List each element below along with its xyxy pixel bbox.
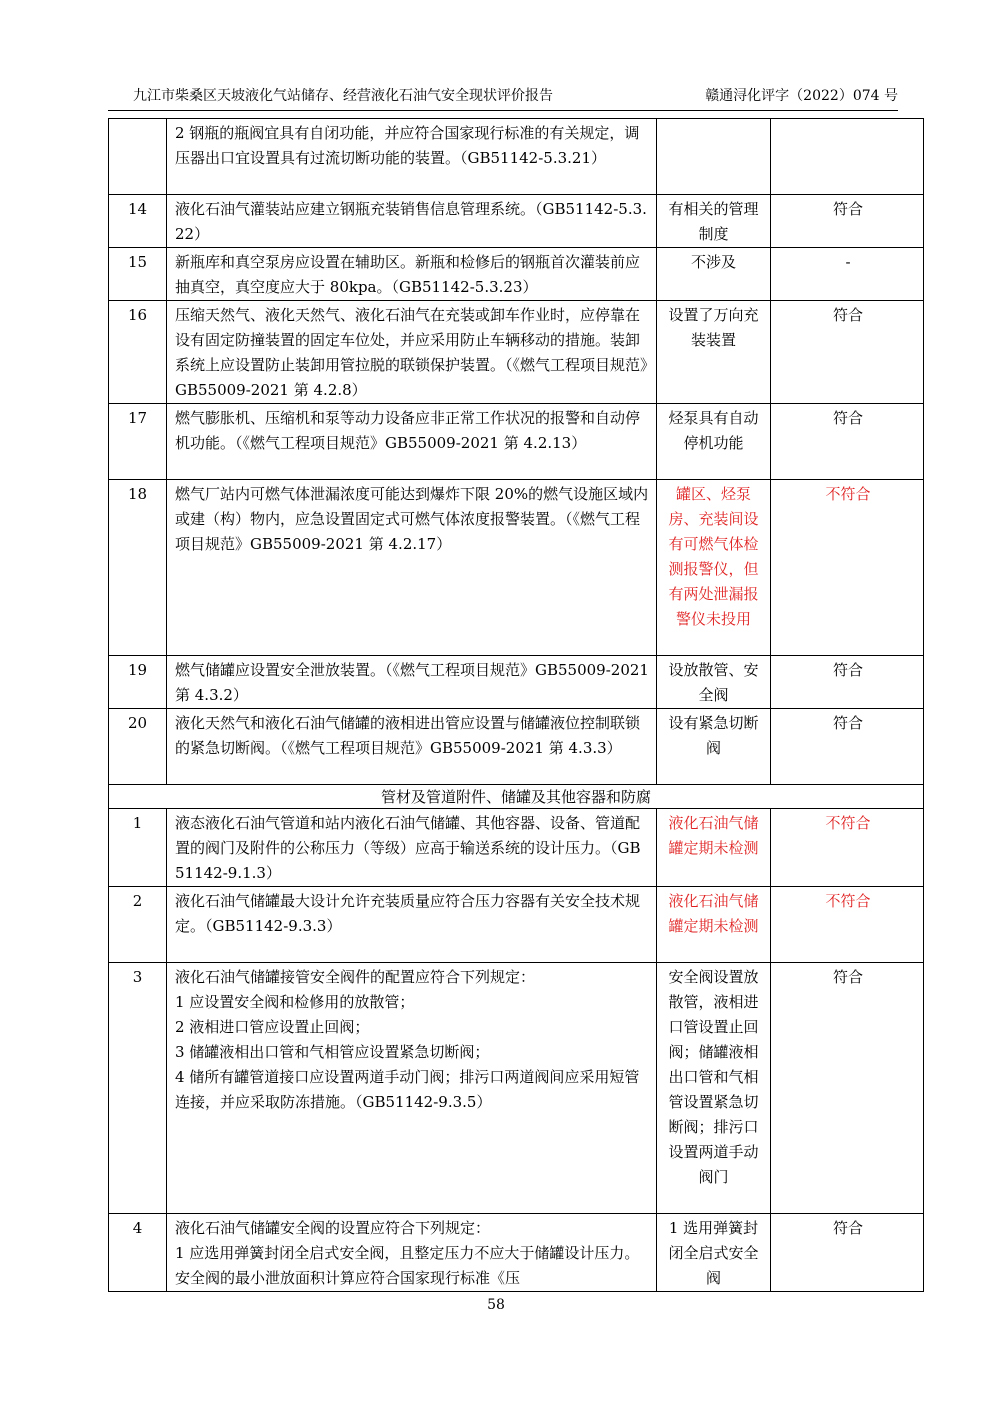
requirement-cell: [167, 1214, 657, 1292]
requirement-text: 液化石油气储罐安全阀的设置应符合下列规定：: [175, 1219, 491, 1237]
row-number: 4: [109, 1214, 167, 1292]
report-title: 九江市柴桑区天坡液化气站储存、经营液化石油气安全现状评价报告: [133, 88, 553, 104]
table-row: [109, 301, 924, 404]
actual-status: 设有紧急切断阀: [657, 709, 771, 785]
row-number: 3: [109, 963, 167, 1214]
table-row: [109, 809, 924, 887]
actual-status: 烃泵具有自动停机功能: [657, 404, 771, 480]
requirement-text: 新瓶库和真空泵房应设置在辅助区。新瓶和检修后的钢瓶首次灌装前应抽真空，真空度应大于 80kpa。（GB51142-5.3.23）: [175, 253, 641, 296]
requirement-text: 1 应选用弹簧封闭全启式安全阀，且整定压力不应大于储罐设计压力。安全阀的最小泄放面积计算应符合国家现行标准《压: [175, 1244, 640, 1287]
row-number: 20: [109, 709, 167, 785]
result-cell: 不符合: [771, 809, 924, 887]
row-number: 16: [109, 301, 167, 404]
table-row: [109, 404, 924, 480]
requirement-text: 3 储罐液相出口管和气相管应设置紧急切断阀；: [175, 1043, 490, 1061]
table-row: [109, 656, 924, 709]
requirement-cell: [167, 709, 657, 785]
requirement-cell: [167, 195, 657, 248]
requirement-text: 液化石油气储罐最大设计允许充装质量应符合压力容器有关安全技术规定。（GB51142-9.3.3）: [175, 892, 641, 935]
requirement-cell: [167, 480, 657, 656]
actual-status: 罐区、烃泵房、充装间设有可燃气体检测报警仪，但有两处泄漏报警仪未投用: [657, 480, 771, 656]
requirement-text: 4 储所有罐管道接口应设置两道手动门阀；排污口两道阀间应采用短管连接，并应采取防冻措施。（GB51142-9.3.5）: [175, 1068, 640, 1111]
result-cell: 符合: [771, 195, 924, 248]
requirement-text: 燃气膨胀机、压缩机和泵等动力设备应非正常工作状况的报警和自动停机功能。（《燃气工程项目规范》GB55009-2021 第 4.2.13）: [175, 409, 641, 452]
requirement-cell: [167, 887, 657, 963]
result-cell: 不符合: [771, 887, 924, 963]
requirement-cell: [167, 809, 657, 887]
evaluation-table: [108, 118, 924, 1292]
result-cell: 符合: [771, 301, 924, 404]
requirement-cell: [167, 656, 657, 709]
row-number: 2: [109, 887, 167, 963]
page-header: [108, 84, 898, 108]
row-number: 15: [109, 248, 167, 301]
section-row: [109, 785, 924, 809]
table-row: [109, 195, 924, 248]
page-number: 58: [487, 1297, 505, 1313]
result-cell: 符合: [771, 1214, 924, 1292]
row-number: 18: [109, 480, 167, 656]
table-row: [109, 1214, 924, 1292]
actual-status: 液化石油气储罐定期未检测: [657, 887, 771, 963]
requirement-text: 燃气储罐应设置安全泄放装置。（《燃气工程项目规范》GB55009-2021 第 4.3.2）: [175, 661, 649, 704]
table-row: [109, 963, 924, 1214]
requirement-text: 2 钢瓶的瓶阀宜具有自闭功能，并应符合国家现行标准的有关规定，调压器出口宜设置具有过流切断功能的装置。（GB51142-5.3.21）: [175, 124, 640, 167]
requirement-cell: [167, 119, 657, 195]
result-cell: 符合: [771, 404, 924, 480]
requirement-text: 液化石油气灌装站应建立钢瓶充装销售信息管理系统。（GB51142-5.3.22）: [175, 200, 647, 243]
requirement-text: 液化石油气储罐接管安全阀件的配置应符合下列规定：: [175, 968, 536, 986]
result-cell: -: [771, 248, 924, 301]
result-cell: 符合: [771, 963, 924, 1214]
requirement-text: 压缩天然气、液化天然气、液化石油气在充装或卸车作业时，应停靠在设有固定防撞装置的固定车位处，并应采用防止车辆移动的措施。装卸系统上应设置防止装卸用管拉脱的联锁保护装置。（《燃气工程项目规范》GB55009-2021 第 4.2.8）: [175, 306, 648, 399]
actual-status: 设置了万向充装装置: [657, 301, 771, 404]
requirement-text: 2 液相进口管应设置止回阀；: [175, 1018, 370, 1036]
row-number: 1: [109, 809, 167, 887]
requirement-text: 液态液化石油气管道和站内液化石油气储罐、其他容器、设备、管道配置的阀门及附件的公称压力（等级）应高于输送系统的设计压力。（GB51142-9.1.3）: [175, 814, 641, 882]
requirement-text: 1 应设置安全阀和检修用的放散管；: [175, 993, 415, 1011]
result-cell: 不符合: [771, 480, 924, 656]
table-row: [109, 119, 924, 195]
result-cell: [771, 119, 924, 195]
actual-status: 不涉及: [657, 248, 771, 301]
actual-status: 1 选用弹簧封闭全启式安全阀: [657, 1214, 771, 1292]
result-cell: 符合: [771, 656, 924, 709]
actual-status: 设放散管、安全阀: [657, 656, 771, 709]
requirement-text: 燃气厂站内可燃气体泄漏浓度可能达到爆炸下限 20%的燃气设施区域内或建（构）物内，应急设置固定式可燃气体浓度报警装置。（《燃气工程项目规范》GB55009-2021 第 4.2.17）: [175, 485, 649, 553]
table-row: [109, 480, 924, 656]
requirement-cell: [167, 301, 657, 404]
requirement-cell: [167, 248, 657, 301]
report-number: 赣通浔化评字（2022）074 号: [705, 88, 898, 104]
actual-status: 液化石油气储罐定期未检测: [657, 809, 771, 887]
requirement-text: 液化天然气和液化石油气储罐的液相进出管应设置与储罐液位控制联锁的紧急切断阀。（《燃气工程项目规范》GB55009-2021 第 4.3.3）: [175, 714, 641, 757]
row-number: 14: [109, 195, 167, 248]
actual-status: [657, 119, 771, 195]
result-cell: 符合: [771, 709, 924, 785]
requirement-cell: [167, 404, 657, 480]
section-title: 管材及管道附件、储罐及其他容器和防腐: [109, 785, 924, 809]
actual-status: 安全阀设置放散管，液相进口管设置止回阀；储罐液相出口管和气相管设置紧急切断阀；排污口设置两道手动阀门: [657, 963, 771, 1214]
row-number: [109, 119, 167, 195]
requirement-cell: [167, 963, 657, 1214]
row-number: 17: [109, 404, 167, 480]
table-row: [109, 887, 924, 963]
table-row: [109, 248, 924, 301]
header-rule: [108, 110, 898, 111]
actual-status: 有相关的管理制度: [657, 195, 771, 248]
row-number: 19: [109, 656, 167, 709]
table-row: [109, 709, 924, 785]
